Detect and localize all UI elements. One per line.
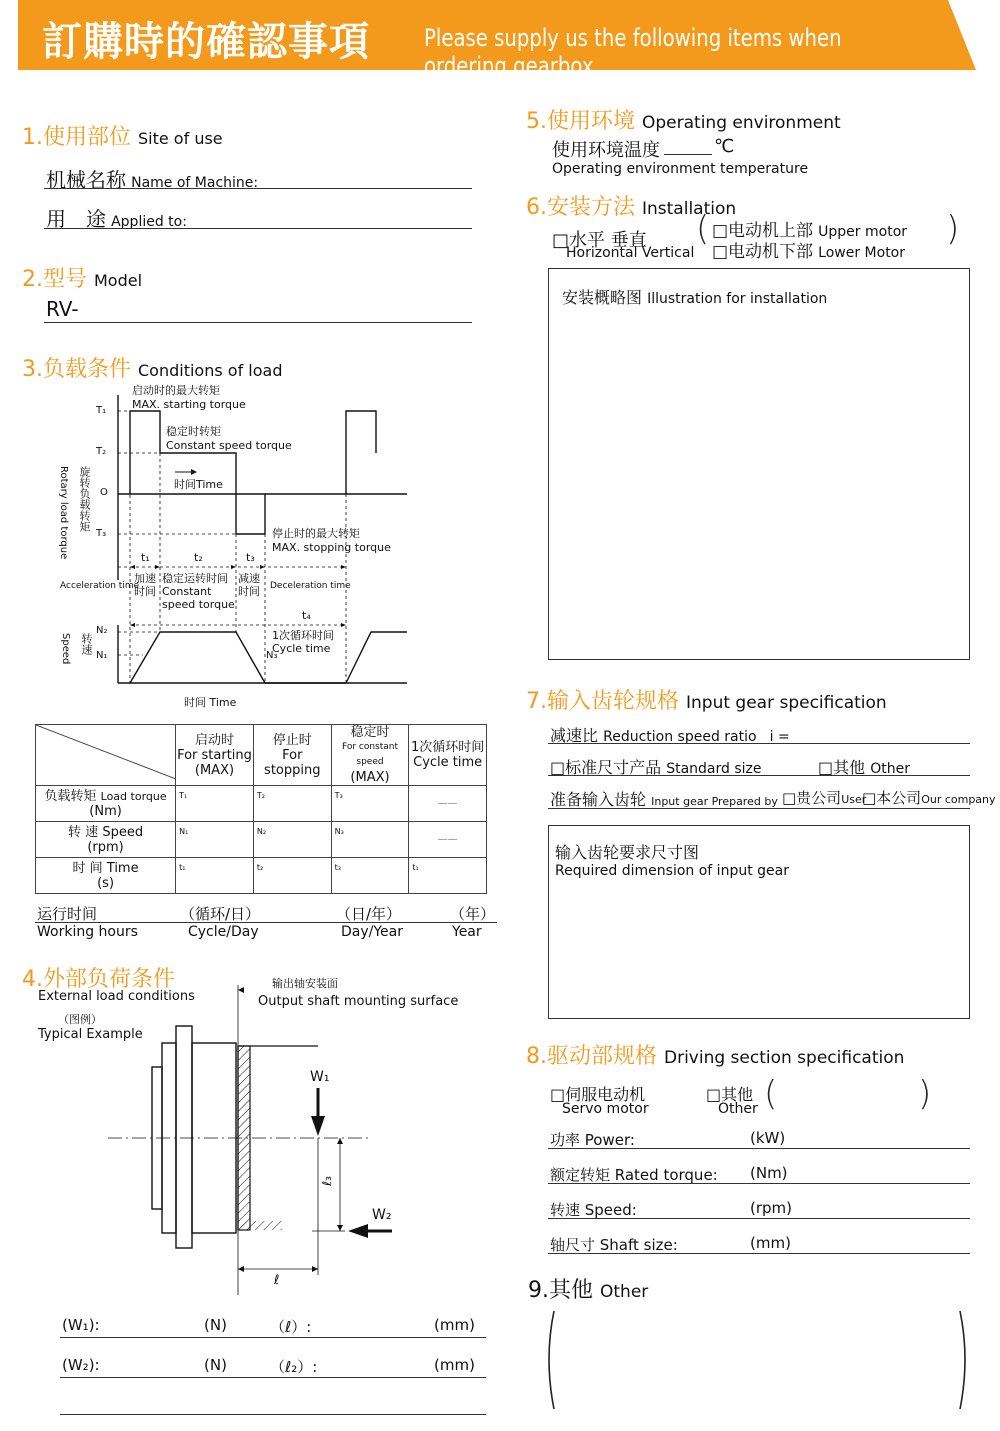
header-starting: 启动时 For starting (MAX) <box>176 725 254 786</box>
dimension-label-en: Required dimension of input gear <box>555 863 789 879</box>
section-5-heading <box>526 104 841 135</box>
constant-torque-note: 稳定时转矩 Constant speed torque <box>166 425 292 452</box>
section-5-title-en: Operating environment <box>642 113 841 133</box>
rated-torque-line[interactable] <box>548 1183 970 1184</box>
n1-label: N₁ <box>96 650 108 661</box>
machine-name-label-en: Name of Machine: <box>131 175 259 191</box>
section-1-title: 1.使用部位 <box>22 125 131 150</box>
mount-surface-en: Output shaft mounting surface <box>258 994 459 1009</box>
temperature-label-zh: 使用环境温度 <box>552 140 660 161</box>
tt4-label: t₄ <box>302 609 311 622</box>
power-label: 功率 Power: <box>550 1131 635 1149</box>
steady-time-note: 稳定运转时间 Constant speed torque <box>162 572 235 611</box>
install-close-paren: ) <box>946 209 960 249</box>
installation-illustration-box[interactable] <box>548 268 970 660</box>
decel-time-zh: 减速 时间 <box>238 572 260 598</box>
illustration-label: 安装概略图 Illustration for installation <box>562 288 828 307</box>
extra-row-line[interactable] <box>60 1414 486 1415</box>
accel-time-en: Acceleration time <box>60 581 140 591</box>
t2-label: T₂ <box>96 446 107 457</box>
w1-row-line[interactable] <box>60 1337 486 1338</box>
example-label-en: Typical Example <box>38 1027 143 1042</box>
rated-torque-unit: (Nm) <box>750 1164 788 1182</box>
section-9-heading <box>528 1273 648 1304</box>
row-label-time: 时 间 Time (s) <box>36 858 176 894</box>
l2-row-label: （ℓ₂）: <box>270 1358 318 1376</box>
section-8-heading <box>526 1039 904 1070</box>
cycle-time-note: 1次循环时间 Cycle time <box>272 629 334 655</box>
horizontal-vertical-checkbox[interactable]: □水平 垂直 <box>552 230 647 251</box>
t1-label: T₁ <box>96 405 107 416</box>
drive-open-paren: ( <box>764 1074 778 1114</box>
example-label-zh: （图例） <box>58 1013 102 1026</box>
cell-cycle-time[interactable]: t₁ <box>409 858 487 894</box>
w2-row-label: (W₂): <box>62 1356 100 1374</box>
shaft-size-line[interactable] <box>548 1253 970 1254</box>
row-label-torque: 负载转矩 Load torque (Nm) <box>36 786 176 822</box>
accel-time-zh: 加速 时间 <box>134 572 156 598</box>
cell-t3[interactable]: T₃ <box>331 786 409 822</box>
other-drive-checkbox[interactable]: □其他 <box>706 1085 754 1104</box>
page-title-en: Please supply us the following items when ordering gearbox <box>424 24 842 80</box>
cycle-day-en: Cycle/Day <box>188 924 259 940</box>
prepared-line <box>548 808 970 809</box>
external-load-diagram <box>0 0 500 1300</box>
cell-t2[interactable]: T₂ <box>253 786 331 822</box>
applied-label-en: Applied to: <box>111 214 187 230</box>
prepared-by-label: 准备输入齿轮 Input gear Prepared by <box>550 790 778 809</box>
shaft-size-unit: (mm) <box>750 1234 791 1252</box>
cycle-day-zh: （循环/日） <box>180 905 261 923</box>
section-6-title-en: Installation <box>642 199 737 219</box>
section-7-heading <box>526 684 887 715</box>
day-year-zh: （日/年） <box>336 905 402 923</box>
t3-label: T₃ <box>96 528 107 539</box>
cell-n1[interactable]: N₁ <box>176 822 254 858</box>
header-stopping: 停止时 For stopping <box>253 725 331 786</box>
working-hours-label-zh: 运行时间 <box>37 905 98 923</box>
speed-label: 转速 Speed: <box>550 1201 637 1219</box>
cell-tt1[interactable]: t₁ <box>176 858 254 894</box>
cell-t1[interactable]: T₁ <box>176 786 254 822</box>
time-axis-label: 时间 Time <box>184 696 237 709</box>
tt1-label: t₁ <box>141 551 150 564</box>
working-hours-label-en: Working hours <box>37 924 138 940</box>
machine-name-label-zh: 机械名称 <box>46 168 126 192</box>
servo-motor-checkbox[interactable]: □伺服电动机 <box>550 1085 646 1104</box>
l2-row-unit: (mm) <box>434 1356 475 1374</box>
servo-motor-en: Servo motor <box>562 1101 649 1117</box>
l-row-unit: (mm) <box>434 1316 475 1334</box>
section-3-title: 3.负载条件 <box>22 357 131 382</box>
speed-axis-label-zh: 转速 <box>80 633 93 655</box>
l-row-label: （ℓ）: <box>270 1318 312 1336</box>
horizontal-vertical-en: Horizontal Vertical <box>566 245 695 261</box>
mount-surface-zh: 输出轴安装面 <box>272 977 338 990</box>
w1-row-unit: (N) <box>204 1316 227 1334</box>
max-starting-torque-note: 启动时的最大转矩 MAX. starting torque <box>132 384 246 411</box>
section-2-title-en: Model <box>94 271 143 290</box>
w1-row-label: (W₁): <box>62 1316 100 1334</box>
reduction-ratio-field[interactable]: 减速比 Reduction speed ratio i = <box>550 726 790 745</box>
cell-tt2[interactable]: t₂ <box>253 858 331 894</box>
torque-axis-label-en: Rotary load torque <box>58 466 69 560</box>
temperature-input-line[interactable] <box>664 154 712 155</box>
section-1-title-en: Site of use <box>138 129 223 148</box>
temperature-label-en: Operating environment temperature <box>552 161 809 177</box>
tt3-label: t₃ <box>246 551 255 564</box>
o-label: O <box>100 487 108 498</box>
year-zh: （年） <box>450 905 496 923</box>
day-year-en: Day/Year <box>341 924 404 940</box>
torque-axis-label-zh: 旋转负载转矩 <box>78 466 91 532</box>
section-3-title-en: Conditions of load <box>138 361 283 380</box>
power-line[interactable] <box>548 1148 970 1149</box>
drive-close-paren: ) <box>918 1074 932 1114</box>
section-4-title: 4.外部负荷条件 <box>22 967 175 992</box>
rated-torque-label: 额定转矩 Rated torque: <box>550 1166 718 1184</box>
our-company-checkbox[interactable]: □本公司Our company <box>862 789 996 807</box>
cell-speed-cycle: —— <box>409 822 487 858</box>
other-gear-checkbox[interactable]: □其他 Other <box>818 758 910 777</box>
cell-n3[interactable]: N₃ <box>331 822 409 858</box>
w2-label: W₂ <box>372 1207 392 1223</box>
section-7-title: 7.输入齿轮规格 <box>526 689 679 714</box>
section-2-title: 2.型号 <box>22 267 87 292</box>
max-stopping-torque-note: 停止时的最大转矩 MAX. stopping torque <box>272 527 391 554</box>
dimension-label-zh: 输入齿轮要求尺寸图 <box>555 843 700 862</box>
install-open-paren: ( <box>696 209 710 249</box>
standard-size-checkbox[interactable]: □标准尺寸产品 Standard size <box>550 758 762 777</box>
w2-row-unit: (N) <box>204 1356 227 1374</box>
time-note: 时间Time <box>174 478 223 491</box>
section-9-title-en: Other <box>600 1282 649 1302</box>
cell-torque-cycle: —— <box>409 786 487 822</box>
section-7-title-en: Input gear specification <box>686 693 887 713</box>
row-label-speed: 转 速 Speed (rpm) <box>36 822 176 858</box>
model-field[interactable]: RV- <box>46 297 79 321</box>
size-line <box>548 775 970 776</box>
power-unit: (kW) <box>750 1129 786 1147</box>
tt2-label: t₂ <box>194 551 203 564</box>
year-en: Year <box>452 924 482 940</box>
n3-label: N₃ <box>266 650 278 661</box>
lower-motor-checkbox[interactable]: □电动机下部 Lower Motor <box>712 242 905 262</box>
header-cycle: 1次循环时间 Cycle time <box>409 725 487 786</box>
speed-axis-label-en: Speed <box>60 633 71 665</box>
section-4-title-en: External load conditions <box>38 989 195 1004</box>
speed-unit: (rpm) <box>750 1199 793 1217</box>
section-8-title-en: Driving section specification <box>664 1048 905 1068</box>
w2-row-line[interactable] <box>60 1377 486 1378</box>
l3-label: ℓ₃ <box>319 1176 334 1186</box>
l-label: ℓ <box>274 1273 280 1288</box>
section-6-title: 6.安装方法 <box>526 195 635 220</box>
ratio-line <box>548 743 970 744</box>
speed-line[interactable] <box>548 1218 970 1219</box>
page-title-zh: 訂購時的確認事項 <box>42 19 370 65</box>
other-drive-en: Other <box>718 1101 758 1117</box>
section-9-title: 9.其他 <box>528 1278 593 1303</box>
section-5-title: 5.使用环境 <box>526 109 635 134</box>
applied-label-zh: 用 途 <box>46 207 106 231</box>
decel-time-en: Deceleration time <box>270 581 351 591</box>
section-8-title: 8.驱动部规格 <box>526 1044 657 1069</box>
other-notes-area[interactable] <box>540 1305 980 1415</box>
shaft-size-label: 轴尺寸 Shaft size: <box>550 1236 678 1254</box>
w1-label: W₁ <box>310 1069 330 1085</box>
temperature-unit: ℃ <box>714 136 735 157</box>
n2-label: N₂ <box>96 625 108 636</box>
cell-n2[interactable]: N₂ <box>253 822 331 858</box>
user-checkbox[interactable]: □贵公司User <box>782 789 867 807</box>
upper-motor-checkbox[interactable]: □电动机上部 Upper motor <box>712 221 908 241</box>
header-constant: 稳定时 For constant speed (MAX) <box>331 725 409 786</box>
cell-tt3[interactable]: t₃ <box>331 858 409 894</box>
